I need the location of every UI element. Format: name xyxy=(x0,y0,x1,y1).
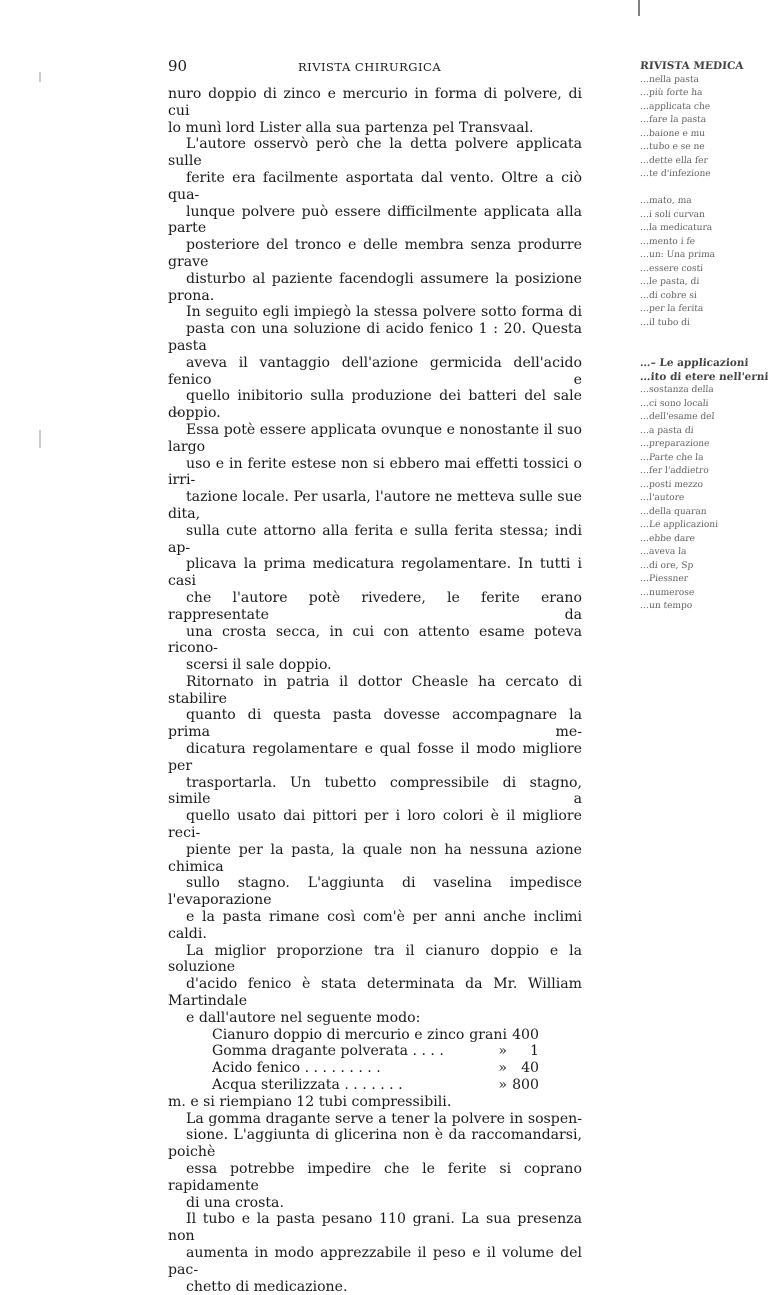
bleed-spacer xyxy=(640,182,731,196)
text-line: e dall'autore nel seguente modo: xyxy=(186,1009,421,1026)
text-line: uso e in ferite estese non si ebbero mai effetti tossici o irri- xyxy=(168,455,582,489)
text-line: Essa potè essere applicata ovunque e nonostante il suo largo xyxy=(168,421,582,455)
bleed-line: …Le applicazioni xyxy=(639,520,719,530)
text-line: e la pasta rimane così com'è per anni anche inclimi caldi. xyxy=(168,909,582,942)
ingredient-quantity: 400 xyxy=(512,1026,539,1043)
bleed-line: …baione e mu xyxy=(639,128,706,139)
bleed-line: …un: Una prima xyxy=(639,250,716,260)
text-line: m. e si riempiano 12 tubi compressibili. xyxy=(168,1093,452,1110)
text-line: Il tubo e la pasta pesano 110 grani. La sua presenza non xyxy=(168,1211,582,1245)
paragraph xyxy=(168,136,582,674)
bleed-spacer xyxy=(639,330,731,357)
bleed-line: …dell'esame del xyxy=(639,412,715,422)
bleed-line: …aveva la xyxy=(639,547,687,557)
bleed-line: …ebbe dare xyxy=(639,533,696,544)
text-line: sulla cute attorno alla ferita e sulla ferita stessa; indi ap- xyxy=(168,522,582,556)
bleed-line: …fare la pasta xyxy=(639,115,707,125)
bleed-line: …per la ferita xyxy=(639,304,704,314)
bleed-line: …un tempo xyxy=(639,601,693,611)
text-line: trasportarla. Un tubetto compressibile di stagno, simile a xyxy=(168,774,582,808)
ingredient-name: Cianuro doppio di mercurio e zinco xyxy=(212,1026,465,1043)
bleed-line: …te d'infezione xyxy=(639,169,711,179)
ingredient-name: Acido fenico . . . . . . . . . xyxy=(212,1060,381,1077)
bleed-line: …la medicatura xyxy=(639,223,713,233)
bleed-line: …ci sono locali xyxy=(639,398,709,409)
bleed-line: …applicata che xyxy=(639,101,711,112)
text-line: L'autore osservò però che la detta polvere applicata sulle xyxy=(168,136,582,170)
bleed-line: …di ore, Sp xyxy=(639,560,694,571)
book-page xyxy=(168,58,582,1295)
bleed-line: …più forte ha xyxy=(639,88,703,98)
text-line: La gomma dragante serve a tener la polvere in sospen- xyxy=(186,1110,582,1127)
bleed-line: …tubo e se ne xyxy=(639,142,705,152)
paragraph xyxy=(168,943,582,1027)
bleed-header: RIVISTA MEDICA xyxy=(639,60,744,72)
bleed-line: …della quaran xyxy=(639,506,707,517)
ingredient-quantity: 800 xyxy=(512,1077,539,1094)
ingredient-name: Gomma dragante polverata . . . . xyxy=(212,1043,444,1060)
bleed-line: …sostanza della xyxy=(639,385,715,395)
text-line: nuro doppio di zinco e mercurio in forma di polvere, di cui xyxy=(168,86,582,119)
running-title: RIVISTA CHIRURGICA xyxy=(298,60,442,74)
text-line: una crosta secca, in cui con attento esame poteva ricono- xyxy=(168,623,582,657)
bleed-line: …l'autore xyxy=(639,493,685,503)
ingredient-quantity: 40 xyxy=(521,1060,539,1077)
ingredient-unit: » xyxy=(498,1077,507,1094)
text-line: La miglior proporzione tra il cianuro doppio e la soluzione xyxy=(168,942,582,976)
paragraph xyxy=(168,674,582,943)
text-line: d'acido fenico è stata determinata da Mr. William Martindale xyxy=(168,976,582,1010)
paragraph xyxy=(168,86,582,136)
ingredient-unit: » xyxy=(498,1060,507,1077)
text-line: Ritornato in patria il dottor Cheasle ha cercato di stabilire xyxy=(168,673,582,707)
text-line: che l'autore potè rivedere, le ferite erano rappresentate da xyxy=(168,589,582,623)
paragraph xyxy=(168,1111,582,1212)
bleed-line: …mento i fe xyxy=(639,236,696,247)
text-line: tazione locale. Per usarla, l'autore ne metteva sulle sue dita, xyxy=(168,489,582,522)
text-line: sullo stagno. L'aggiunta di vaselina impedisce l'evaporazione xyxy=(168,875,582,909)
text-line: ferite era facilmente asportata dal vento. Oltre a ciò qua- xyxy=(168,169,582,203)
recipe-row xyxy=(212,1043,539,1060)
text-line: aveva il vantaggio dell'azione germicida dell'acido fenico e xyxy=(168,354,582,388)
text-line: quello usato dai pittori per i loro colori è il migliore reci- xyxy=(168,808,582,842)
bleed-line: …numerose xyxy=(639,587,695,598)
recipe-row xyxy=(212,1027,539,1044)
ingredient-name: Acqua sterilizzata . . . . . . . xyxy=(212,1077,403,1094)
ingredient-unit: » xyxy=(498,1043,507,1060)
adjacent-page-bleed xyxy=(639,60,769,860)
text-line: essa potrebbe impedire che le ferite si coprano rapidamente xyxy=(168,1161,582,1194)
text-line: In seguito egli impiegò la stessa polvere sotto forma di xyxy=(186,304,582,321)
text-line: piente per la pasta, la quale non ha nessuna azione chimica xyxy=(168,841,582,875)
bleed-line: …preparazione xyxy=(639,439,710,449)
text-line: aumenta in modo apprezzabile il peso e il volume del pac- xyxy=(168,1244,582,1278)
text-line: quello inibitorio sulla produzione dei batteri del sale doppio. xyxy=(168,388,582,422)
bleed-line: …dette ella fer xyxy=(639,155,709,166)
bleed-line: …Piessner xyxy=(639,574,689,584)
text-line: plicava la prima medicatura regolamentare. In tutti i casi xyxy=(168,556,582,590)
text-line: di una crosta. xyxy=(186,1194,284,1211)
page-header xyxy=(168,58,582,82)
bleed-line: …Parte che la xyxy=(639,452,704,463)
text-line: chetto di medicazione. xyxy=(186,1278,348,1295)
ingredient-quantity: 1 xyxy=(530,1043,539,1060)
bleed-line: …fer l'addietro xyxy=(639,466,710,476)
text-line: disturbo al paziente facendogli assumere la posizione prona. xyxy=(168,270,582,304)
recipe-row xyxy=(212,1077,539,1094)
text-line: scersi il sale doppio. xyxy=(186,657,332,674)
text-line: lo munì lord Lister alla sua partenza pel Transvaal. xyxy=(168,119,534,136)
bleed-line: …posti mezzo xyxy=(639,479,704,490)
bleed-section-heading: …– Le applicazioni xyxy=(639,357,749,369)
bleed-line: …le pasta, di xyxy=(639,277,700,287)
bleed-line: …essere costi xyxy=(639,263,704,274)
bleed-line: …il tubo di xyxy=(639,317,691,328)
recipe-row xyxy=(212,1060,539,1077)
body-text xyxy=(168,86,582,1027)
recipe-table xyxy=(212,1027,539,1094)
text-line: quanto di questa pasta dovesse accompagnare la prima me- xyxy=(168,707,582,741)
paragraph xyxy=(168,1211,582,1295)
bleed-section-subheading: …ito di etere nell'erni xyxy=(639,370,769,383)
bleed-line: …di cobre si xyxy=(639,290,698,301)
bleed-line: …i soli curvan xyxy=(639,209,706,220)
text-line: sione. L'aggiunta di glicerina non è da raccomandarsi, poichè xyxy=(168,1127,582,1161)
bleed-line: …a pasta di xyxy=(639,425,694,436)
ingredient-unit: grani xyxy=(469,1026,507,1043)
body-text-continued xyxy=(168,1094,582,1295)
paragraph xyxy=(168,1094,582,1111)
text-line: lunque polvere può essere difficilmente applicata alla parte xyxy=(168,203,582,237)
page-number: 90 xyxy=(168,57,188,75)
text-line: dicatura regolamentare e qual fosse il modo migliore per xyxy=(168,741,582,774)
text-line: posteriore del tronco e delle membra senza produrre grave xyxy=(168,237,582,270)
bleed-line: …nella pasta xyxy=(639,74,700,85)
text-line: pasta con una soluzione di acido fenico 1 : 20. Questa pasta xyxy=(168,321,582,354)
bleed-line: …mato, ma xyxy=(639,196,692,206)
